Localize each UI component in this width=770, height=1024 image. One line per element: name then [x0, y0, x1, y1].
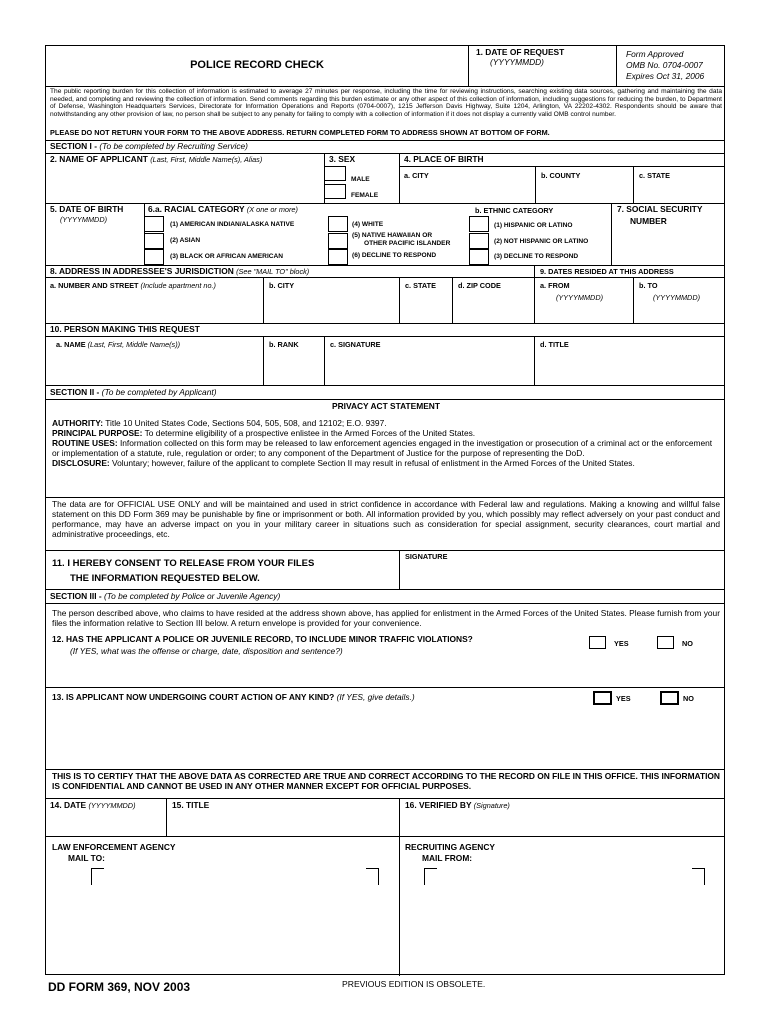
dob-format: (YYYYMMDD) — [60, 215, 108, 224]
address-label: 8. ADDRESS IN ADDRESSEE'S JURISDICTION (See "MAIL TO" block) — [50, 266, 310, 276]
date-14-label: 14. DATE (YYYYMMDD) — [50, 800, 136, 810]
ethnic-1-checkbox[interactable] — [469, 216, 489, 232]
privacy-statement: AUTHORITY: Title 10 United States Code, Sections 504, 505, 508, and 12102; E.O. 9397. PRINCIPAL PURPOSE: To determine eligibility of a prospective enlistee in the Armed Forces of the United States. ROUTINE USES: Information collected on this form may be released to law enforcement agencies engaged in the investigation or prosecution of a criminal act or the enforcement or implementation of a statute, rule, regulation or order; to any component of the Department of Justice for the purpose of representing the DoD. DISCLOSURE: Voluntary; however, failure of the applicant to complete Section II may result in refusal of enlistment in the Armed Forces of the United States. — [52, 418, 713, 468]
mail-to-label: MAIL TO: — [68, 853, 105, 863]
requester-name-label: a. NAME (Last, First, Middle Name(s)) — [56, 340, 181, 349]
requester-title-label: d. TITLE — [540, 340, 569, 349]
race-5-label: (5) NATIVE HAWAIIAN OR — [352, 232, 433, 239]
q12-no-label: NO — [682, 639, 693, 648]
q13-details-field[interactable] — [52, 708, 720, 768]
pob-city-label: a. CITY — [404, 171, 429, 180]
ethnic-2-checkbox[interactable] — [469, 233, 489, 249]
dob-label: 5. DATE OF BIRTH — [50, 204, 124, 214]
female-checkbox[interactable] — [324, 184, 346, 199]
return-instructions: PLEASE DO NOT RETURN YOUR FORM TO THE ABOVE ADDRESS. RETURN COMPLETED FORM TO ADDRESS SHOWN AT BOTTOM OF FORM. — [50, 128, 550, 137]
burden-statement: The public reporting burden for this collection of information is estimated to average 27 minutes per response, including the time for reviewing instructions, searching existing data sources, gathering and maintaining the data needed, and completing and reviewing the collection of information. Send comments regarding this burden estimate or any other aspect of this collection of information, including suggestions for reducing the burden, to Department of Defense, Washington Headquarters Services, Directorate for Information Operations and Reports (0704-0007), 1215 Jefferson Davis Highway, Suite 1204, Arlington, VA 22202-4302. Respondents should be aware that notwithstanding any other provision of law, no person shall be subject to any penalty for failing to comply with a collection of information if it does not display a currently valid OMB control number. — [50, 88, 722, 118]
male-label: MALE — [351, 176, 370, 183]
street-label: a. NUMBER AND STREET (Include apartment no.) — [50, 281, 216, 290]
q13-yes-label: YES — [616, 694, 631, 703]
race-3-checkbox[interactable] — [144, 249, 164, 265]
q12-yes-checkbox[interactable] — [589, 636, 606, 649]
male-checkbox[interactable] — [324, 166, 346, 181]
question-12: 12. HAS THE APPLICANT A POLICE OR JUVENILE RECORD, TO INCLUDE MINOR TRAFFIC VIOLATIONS? — [52, 634, 473, 644]
race-label: 6.a. RACIAL CATEGORY (X one or more) — [148, 204, 298, 214]
race-6-label: (6) DECLINE TO RESPOND — [352, 252, 437, 259]
ssn-label: 7. SOCIAL SECURITY — [617, 204, 703, 214]
sex-label: 3. SEX — [329, 154, 356, 164]
race-5-label-2: OTHER PACIFIC ISLANDER — [364, 240, 451, 247]
question-13: 13. IS APPLICANT NOW UNDERGOING COURT ACTION OF ANY KIND? (If YES, give details.) — [52, 692, 415, 702]
race-5-checkbox[interactable] — [328, 233, 348, 249]
omb-number: OMB No. 0704-0007 — [626, 60, 703, 70]
race-1-label: (1) AMERICAN INDIAN/ALASKA NATIVE — [170, 221, 295, 228]
ssn-label-2: NUMBER — [630, 216, 667, 226]
dd-form-369 — [45, 45, 725, 975]
zip-label: d. ZIP CODE — [458, 281, 501, 290]
mail-to-address-field[interactable] — [92, 869, 377, 969]
section-1-title: SECTION I - (To be completed by Recruiting Service) — [50, 141, 248, 151]
recruiting-agency-label: RECRUITING AGENCY — [405, 842, 495, 852]
ethnic-label: b. ETHNIC CATEGORY — [475, 206, 554, 215]
address-state-label: c. STATE — [405, 281, 436, 290]
law-agency-label: LAW ENFORCEMENT AGENCY — [52, 842, 176, 852]
section-3-title: SECTION III - (To be completed by Police or Juvenile Agency) — [50, 591, 281, 601]
requester-signature-label: c. SIGNATURE — [330, 340, 381, 349]
q12-yes-label: YES — [614, 639, 629, 648]
form-title: POLICE RECORD CHECK — [190, 59, 324, 71]
question-12-hint: (If YES, what was the offense or charge, date, disposition and sentence?) — [70, 646, 343, 656]
place-of-birth-label: 4. PLACE OF BIRTH — [404, 154, 484, 164]
title-15-label: 15. TITLE — [172, 800, 210, 810]
privacy-heading: PRIVACY ACT STATEMENT — [332, 401, 440, 411]
pob-state-label: c. STATE — [639, 171, 670, 180]
verified-by-label: 16. VERIFIED BY (Signature) — [405, 800, 510, 810]
form-approved: Form Approved — [626, 49, 684, 59]
to-label: b. TO — [639, 281, 658, 290]
from-format: (YYYYMMDD) — [556, 293, 604, 302]
address-city-label: b. CITY — [269, 281, 295, 290]
pob-county-label: b. COUNTY — [541, 171, 581, 180]
to-format: (YYYYMMDD) — [653, 293, 701, 302]
section-3-intro: The person described above, who claims to have resided at the address shown above, has applied for enlistment in the Armed Forces of the United States. Please furnish from your files the information relative to Section III below. A return envelope is provided for your convenience. — [52, 608, 720, 628]
date-request-format: (YYYYMMDD) — [490, 57, 544, 67]
applicant-signature-label: SIGNATURE — [405, 552, 448, 561]
applicant-name-label: 2. NAME OF APPLICANT (Last, First, Middle Name(s), Alias) — [50, 154, 263, 164]
date-request-label: 1. DATE OF REQUEST — [476, 47, 565, 57]
mail-from-label: MAIL FROM: — [422, 853, 473, 863]
mail-from-address-field[interactable] — [425, 869, 703, 969]
form-id: DD FORM 369, NOV 2003 — [48, 980, 191, 994]
race-2-checkbox[interactable] — [144, 233, 164, 249]
rank-label: b. RANK — [269, 340, 299, 349]
obsolete-notice: PREVIOUS EDITION IS OBSOLETE. — [342, 979, 486, 989]
section-2-title: SECTION II - (To be completed by Applicant) — [50, 387, 217, 397]
dates-resided-label: 9. DATES RESIDED AT THIS ADDRESS — [540, 267, 674, 276]
expiration-date: Expires Oct 31, 2006 — [626, 71, 705, 81]
certification-statement: THIS IS TO CERTIFY THAT THE ABOVE DATA AS CORRECTED ARE TRUE AND CORRECT ACCORDING TO THE RECORD ON FILE IN THIS OFFICE. THIS INFORMATION IS CONFIDENTIAL AND CANNOT BE USED IN ANY OTHER MANNER EXCEPT FOR OFFICIAL PURPOSES. — [52, 771, 720, 791]
ethnic-1-label: (1) HISPANIC OR LATINO — [494, 222, 573, 229]
race-3-label: (3) BLACK OR AFRICAN AMERICAN — [170, 253, 284, 260]
race-4-checkbox[interactable] — [328, 216, 348, 232]
race-6-checkbox[interactable] — [328, 249, 348, 265]
consent-line-1: 11. I HEREBY CONSENT TO RELEASE FROM YOUR FILES — [52, 558, 315, 569]
requester-label: 10. PERSON MAKING THIS REQUEST — [50, 324, 200, 334]
from-label: a. FROM — [540, 281, 570, 290]
race-1-checkbox[interactable] — [144, 216, 164, 232]
race-2-label: (2) ASIAN — [170, 237, 201, 244]
consent-line-2: THE INFORMATION REQUESTED BELOW. — [70, 573, 260, 584]
q13-yes-checkbox[interactable] — [593, 691, 612, 705]
female-label: FEMALE — [351, 192, 379, 199]
ethnic-2-label: (2) NOT HISPANIC OR LATINO — [494, 238, 589, 245]
q12-details-field[interactable] — [52, 658, 720, 686]
q13-no-label: NO — [683, 694, 694, 703]
race-4-label: (4) WHITE — [352, 221, 384, 228]
q13-no-checkbox[interactable] — [660, 691, 679, 705]
date-request-field[interactable] — [471, 70, 611, 84]
official-use-statement: The data are for OFFICIAL USE ONLY and will be maintained and used in strict confidence in accordance with Federal law and regulations. Making a knowing and willful false statement on this DD Form 369 may be punishable by fine or imprisonment or both. All information provided by you, which possibly may reflect adversely on your past conduct and performance, may have an adverse impact on you in your military career in situations such as consideration for special assignment, security clearances, court martial and administrative proceedings, etc. — [52, 499, 720, 539]
applicant-name-field[interactable] — [50, 166, 320, 202]
ethnic-3-checkbox[interactable] — [469, 249, 489, 265]
q12-no-checkbox[interactable] — [657, 636, 674, 649]
applicant-signature-field[interactable] — [402, 564, 722, 586]
ethnic-3-label: (3) DECLINE TO RESPOND — [494, 253, 579, 260]
